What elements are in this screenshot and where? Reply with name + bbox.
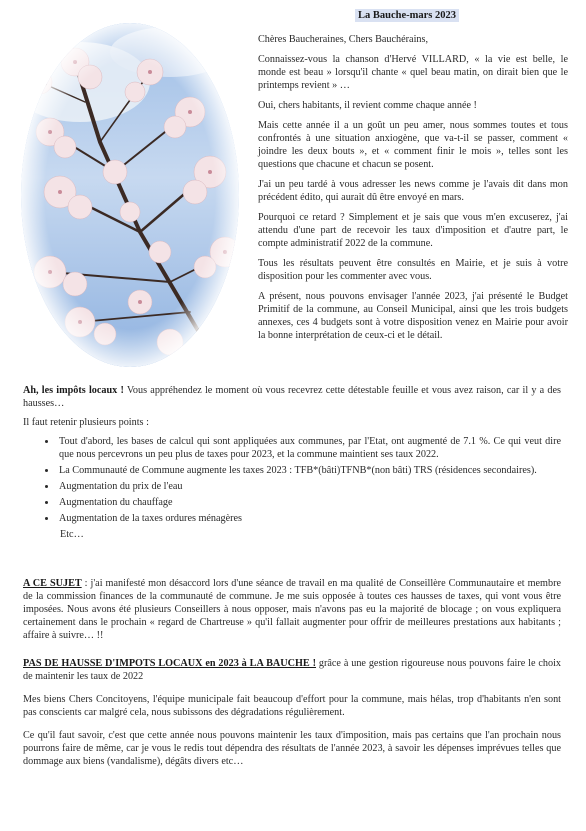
greeting: Chères Baucheraines, Chers Bauchérains,	[258, 34, 429, 45]
intro-column	[258, 33, 568, 349]
savoir-section	[23, 729, 561, 768]
pas-de-hausse-section	[23, 657, 561, 683]
newsletter-title: La Bauche-mars 2023	[355, 9, 459, 22]
sujet-lead: A CE SUJET	[23, 578, 82, 589]
intro-paragraph: J'ai un peu tardé à vous adresser les news comme je l'avais dit dans mon précédent édito, qui aurait dû être envoyé en mars.	[258, 179, 568, 203]
pas-de-hausse-text: grâce à une gestion rigoureuse nous pouvons faire le choix de maintenir les taux de 2022	[23, 658, 561, 682]
cherry-blossom-image	[20, 22, 240, 368]
intro-paragraph: Connaissez-vous la chanson d'Hervé VILLARD, « la vie est belle, le monde est beau » lorsqu'il chante « quel beau matin, on dirait bien que le printemps revient » …	[258, 54, 568, 91]
impots-text: Vous appréhendez le moment où vous recevrez cette détestable feuille et vous avez raison, car il y a des hausses…	[23, 385, 561, 409]
list-item: • Augmentation du chauffage	[57, 496, 561, 509]
sujet-paragraph	[23, 577, 561, 642]
list-item: • Tout d'abord, les bases de calcul qui sont appliquées aux communes, par l'Etat, ont augmenté de 7.1 %. Ce qui veut dire que nous percevrons un peu plus de taxes pour 2023, et la commune maintient ses taux 2022.	[57, 435, 561, 461]
list-item: • La Communauté de Commune augmente les taxes 2023 : TFB*(bâti)TFNB*(non bâti) TRS (résidences secondaires).	[57, 464, 561, 477]
pas-de-hausse-paragraph	[23, 657, 561, 683]
cherry-blossom-photo	[20, 22, 240, 368]
points-list	[23, 435, 561, 525]
intro-paragraph: A présent, nous pouvons envisager l'année 2023, j'ai présenté le Budget Primitif de la commune, au Conseil Municipal, ainsi que les trois budgets annexes, ces 4 budgets sont à votre disposition venez en Mairie pour avoir la bonne interprétation de ceux-ci et le détail.	[258, 291, 568, 341]
savoir-paragraph: Ce qu'il faut savoir, c'est que cette année nous pouvons maintenir les taux d'imposition, mais pas certains que l'an prochain nous pourrons faire de même, car je vous le redis tout dépendra des résultats de l'année 2023, à savoir les dépenses imprévues telles que dommage aux biens (vandalisme), dégâts divers etc…	[23, 730, 561, 767]
retain-line: Il faut retenir plusieurs points :	[23, 417, 149, 428]
concitoyens-paragraph: Mes biens Chers Concitoyens, l'équipe municipale fait beaucoup d'effort pour la commune, mais hélas, trop d'habitants n'en sont pas conscients car malgré cela, nous subissons des dégradations régulièrement.	[23, 694, 561, 718]
list-item: • Augmentation du prix de l'eau	[57, 480, 561, 493]
concitoyens-section	[23, 693, 561, 719]
intro-paragraph: Oui, chers habitants, il revient comme chaque année !	[258, 100, 477, 111]
impots-paragraph	[23, 384, 561, 410]
impots-lead: Ah, les impôts locaux !	[23, 385, 124, 396]
impots-section	[23, 384, 561, 541]
sujet-text: : j'ai manifesté mon désaccord lors d'une séance de travail en ma qualité de Conseillère Communautaire et membre de la commission finances de la communauté de commune. Je me suis opposée à toutes ces hausses de taxes, qui vont vous être imposées. Nous avons été plusieurs Conseillers à nous opposer, mais n'avons pas eu la majorité de blocage ; on vous expliquera certainement dans le prochain « regard de Chartreuse » qu'il fallait augmenter pour offrir de meilleures prestations aux habitants ; affaire à suivre… !!	[23, 578, 561, 641]
list-item: • Augmentation de la taxes ordures ménagères	[57, 512, 561, 525]
intro-paragraph: Mais cette année il a un goût un peu amer, nous sommes toutes et tous confrontés à une situation anxiogène, que va-t-il se passer, comment « joindre les deux bouts », et « comment finir le mois », telles sont les questions que chacune et chacun se posent.	[258, 120, 568, 170]
intro-paragraph: Tous les résultats peuvent être consultés en Mairie, et je suis à votre disposition pour les commenter avec vous.	[258, 258, 568, 282]
sujet-section	[23, 577, 561, 642]
intro-paragraph: Pourquoi ce retard ? Simplement et je sais que vous m'en excuserez, j'ai attendu d'une part de recevoir les taux d'imposition et d'autre part, le compte administratif 2022 de la commune.	[258, 212, 568, 249]
etc-line: Etc…	[60, 529, 84, 540]
pas-de-hausse-lead: PAS DE HAUSSE D'IMPOTS LOCAUX en 2023 à LA BAUCHE !	[23, 658, 317, 669]
